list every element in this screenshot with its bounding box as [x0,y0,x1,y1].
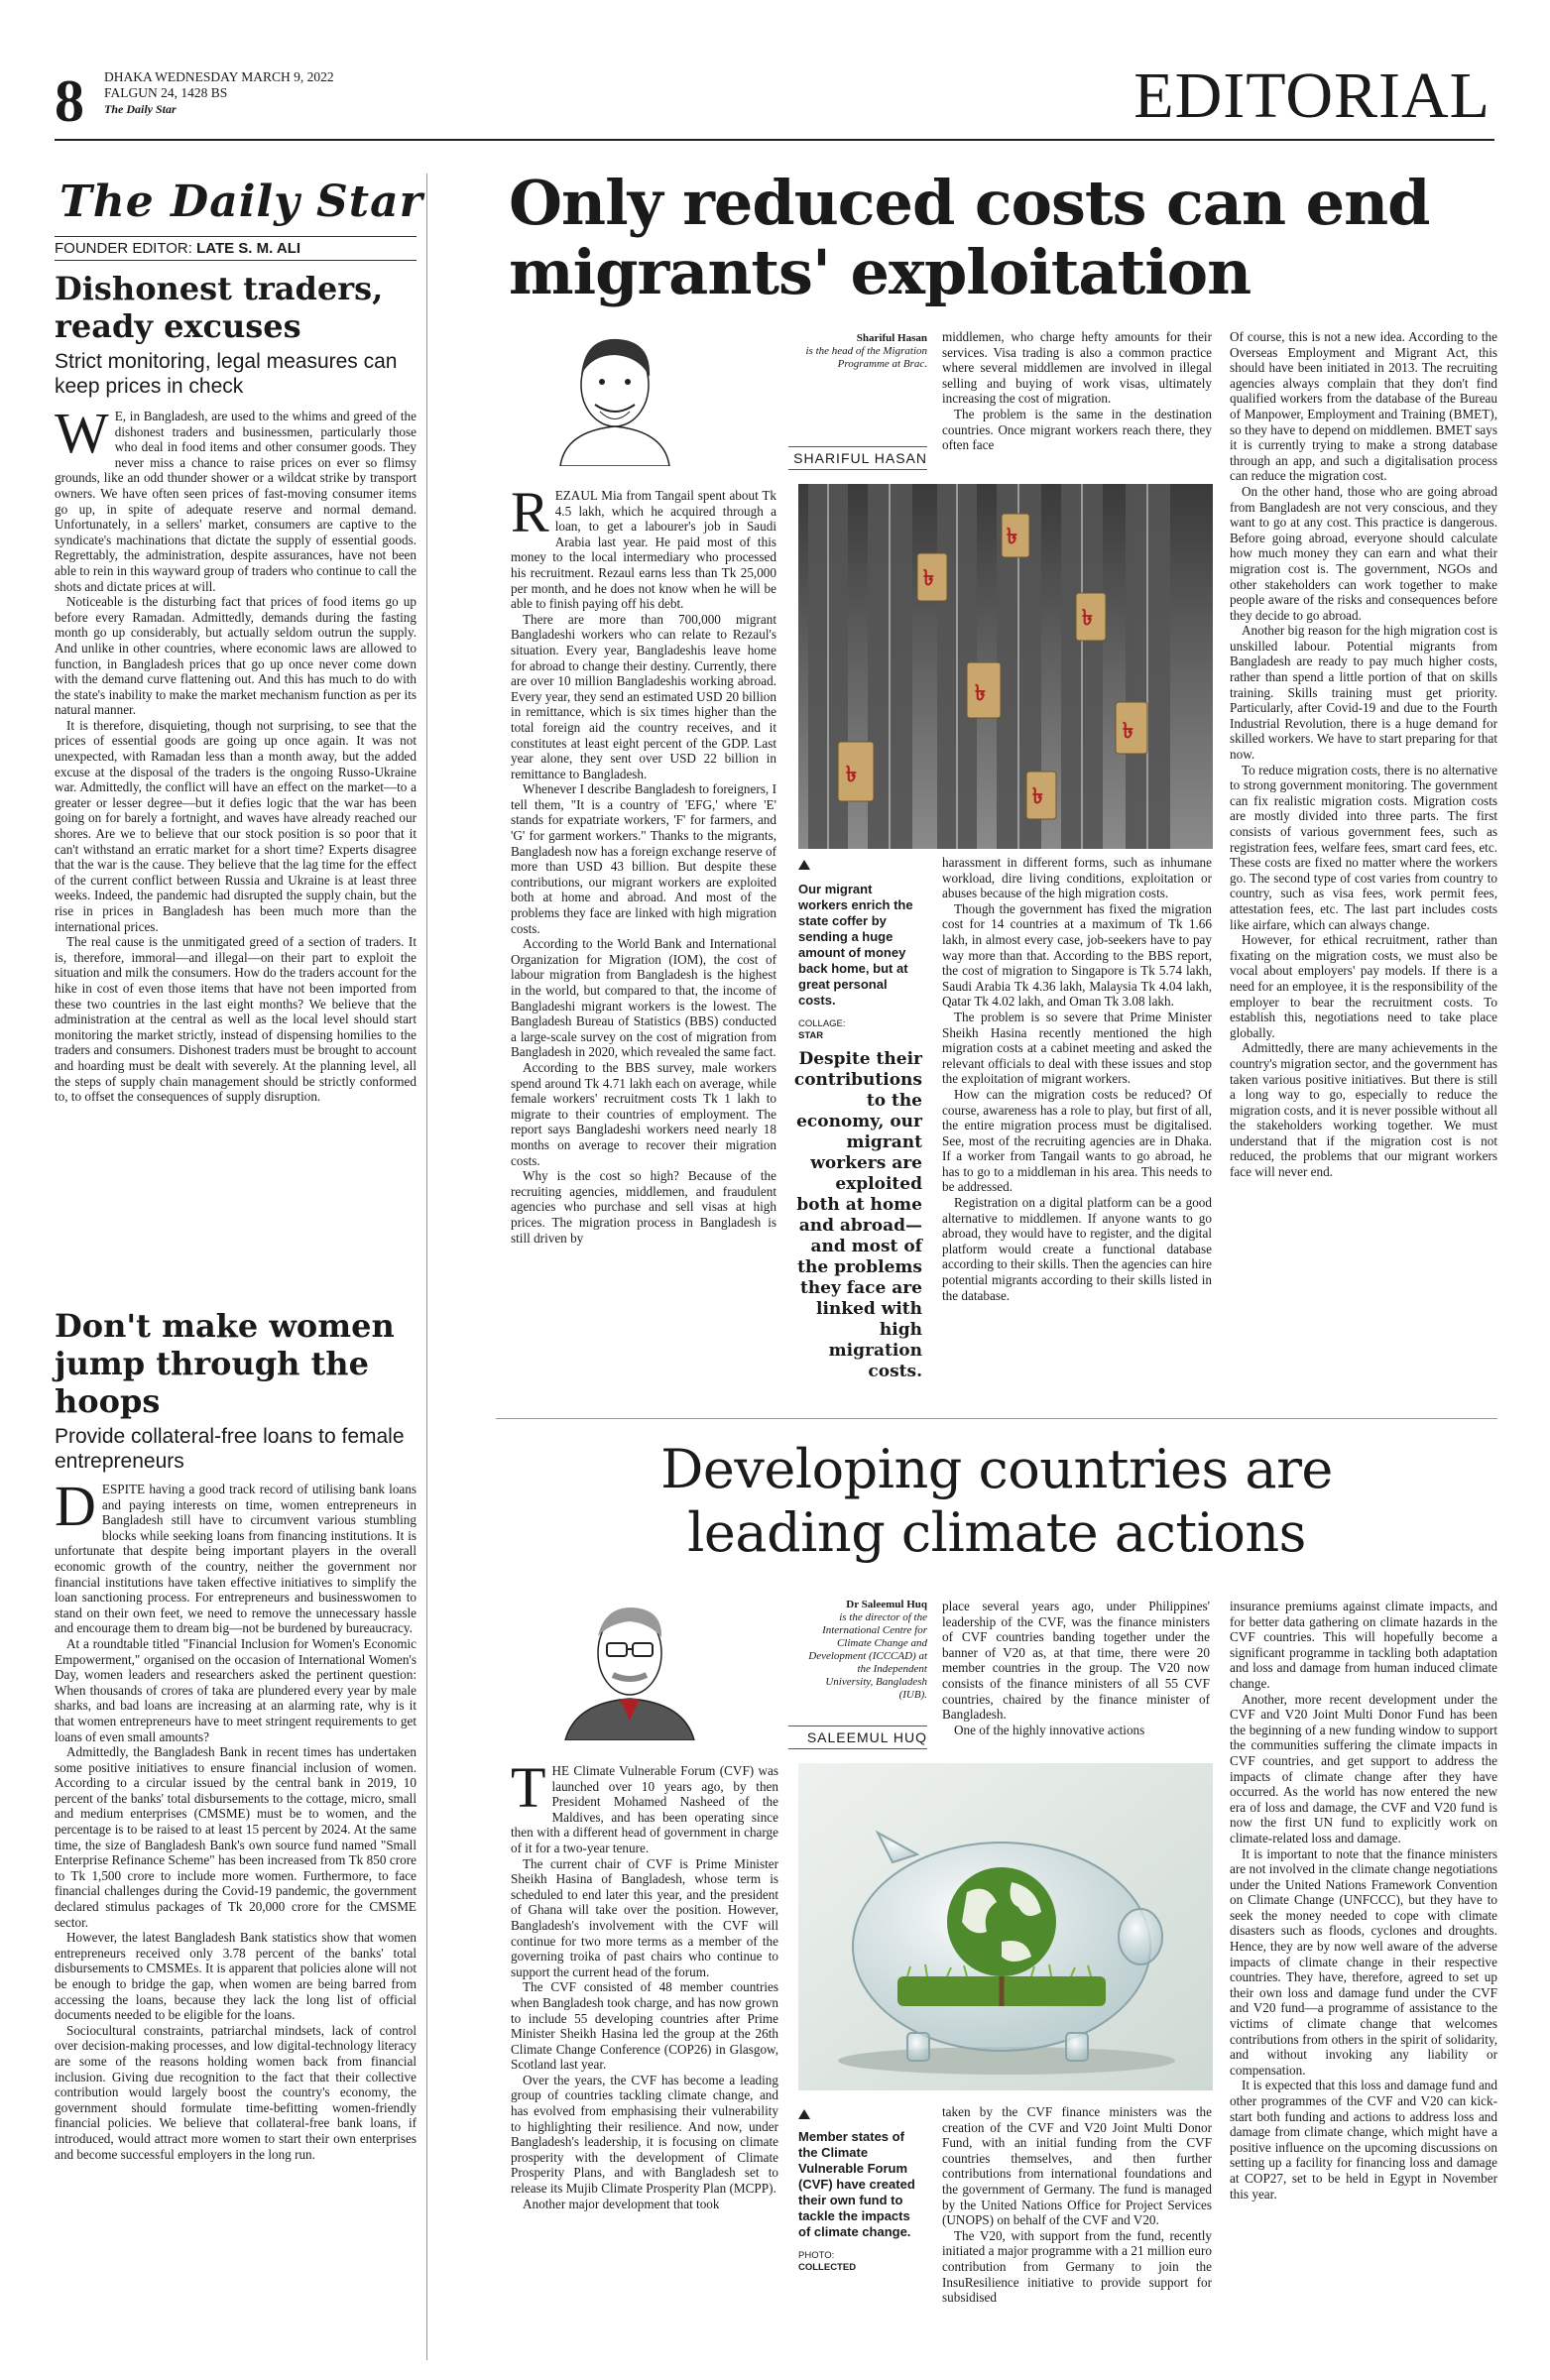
credit-name: STAR [798,1030,824,1041]
top-rule [55,139,1494,141]
migrant-photo [798,484,1213,849]
paragraph: At a roundtable titled "Financial Inclusion for Women's Economic Empowerment," organised on the occasion of International Women's Day, women leaders and researchers asked the pertinent question: When thousands of crores of taka are plundered every year by male sharks, and bad loans are increasing at an alarming rate, why is it that women entrepreneurs have to meet stringent requirements to get loans of even small amounts? [55,1635,417,1744]
paragraph: Another, more recent development under the CVF and V20 Joint Multi Donor Fund has been the beginning of a new funding window to support the communities suffering the climate impacts in CVF countries, and get support to address the impacts of climate change after they have occurred. As the world has now entered the new era of loss and damage, the CVF and V20 fund is now the first UN fund to explicitly work on climate-related loss and damage. [1230,1691,1497,1845]
founder-line [55,236,417,261]
author-bio-1 [793,332,927,371]
paragraph: Over the years, the CVF has become a leading group of countries tackling climate change, and has evolved from emphasising their vulnerability to highlighting their resilience. And now, under Bangladesh's leadership, it is focusing on climate prosperity with the development of Climate Prosperity Plans, and with Bangladesh set to release its Mujib Climate Prosperity Plan (MCPP). [511,2072,778,2197]
headline-line-2: leading climate actions [687,1501,1306,1564]
article-1-pull-quote: Despite their contributions to the economy, our migrant workers are exploited both at home and abroad—and most of the problems they face are linked with high migration costs. [793,1049,922,1381]
paragraph: It is expected that this loss and damage fund and other programmes of the CVF and V20 can kick-start both funding and actions to address loss and damage from climate change, which might have a positive influence on the upcoming discussions on setting up a facility for financing loss and damage at COP27, set to be held in Egypt in November this year. [1230,2078,1497,2202]
editorial-1-subhead: Strict monitoring, legal measures can keep prices in check [55,350,398,398]
editorial-1 [55,270,417,1105]
editorial-2 [55,1307,417,2162]
caption-triangle-icon [798,2109,810,2119]
paragraph: It is therefore, disquieting, though not surprising, to see that the prices of essential goods are going up once again. It was not unexpected, with Ramadan less than a month away, but the added excuse at the disposal of the traders is the ongoing Russo-Ukraine war. Admittedly, the conflict will have an effect on the market—to a greater or lesser degree—but it defies logic that the war has been going on for barely a fortnight, and waves have already reached our shores. Are we to believe that our stock position is so poor that it can't withstand an erratic market for a short time? Experts disagree that the war is the cause. They believe that the lag time for the effect of the current conflict between Russia and Ukraine is at least three weeks. Indeed, the pandemic had disrupted the supply chain, but the rise in prices in Bangladesh has been much more than the international prices. [55,717,417,934]
paragraph: EZAUL Mia from Tangail spent about Tk 4.5 lakh, which he acquired through a loan, to get a labourer's job in Saudi Arabia last year. He paid most of this money to the local intermediary who processed his recruitment. Rezaul earns less than Tk 25,000 per month, and he does not know when he will be able to finish paying off his debt. [511,488,776,612]
headline-line-1: Developing countries are [660,1438,1333,1500]
article-2-col-1 [511,1755,778,2211]
author-bio-text: is the director of the International Centre for Climate Change and Development (ICCCAD) at the Independent University, Bangladesh (IUB). [808,1611,927,1701]
founder-name: LATE S. M. ALI [196,240,301,257]
drop-cap: T [511,1755,546,1820]
svg-text:৳: ৳ [846,763,857,787]
paragraph: According to the World Bank and International Organization for Migration (IOM), the cost of labour migration from Bangladesh is the highest in the world, but compared to that, the income of Bangladeshi migrant workers is the lowest. The Bangladesh Bureau of Statistics (BBS) conducted a large-scale survey on the cost of migration from Bangladesh in 2020, which revealed the same fact. [511,936,776,1060]
article-2-credit [798,2250,917,2274]
article-1-col-3 [1230,329,1497,1180]
author-bio-2 [808,1599,927,1702]
founder-label: FOUNDER EDITOR: [55,240,197,257]
svg-text:৳: ৳ [1123,719,1133,744]
editorial-2-body [55,1474,417,2162]
caption-triangle-icon [798,860,810,870]
drop-cap: W [55,401,109,465]
drop-cap: R [511,480,549,544]
paragraph: Admittedly, the Bangladesh Bank in recent times has undertaken some positive initiatives to ensure financial inclusion of women. According to a circular issued by the central bank in 2019, 10 percent of the banks' total disbursements to the cottage, micro, small and medium enterprises (CMSME) must be to women, and the percentage is to be raised to at least 15 percent by 2024. At the same time, the size of Bangladesh Bank's own source fund named "Small Enterprise Refinance Scheme" has been increased from Tk 850 crore to Tk 1,500 crore to include more women. Furthermore, to face financial challenges during the Covid-19 pandemic, the government declared stimulus packages of Tk 20,000 crore for the CMSME sector. [55,1744,417,1930]
paragraph: The current chair of CVF is Prime Minister Sheikh Hasina of Bangladesh, whose term is scheduled to end later this year, and the president of Ghana will take over the position. However, Bangladesh's involvement with the CVF will continue for two more terms as a member of the governing troika of past chairs who continue to support the current head of the forum. [511,1855,778,1979]
article-1-col-1 [511,480,776,1246]
paragraph: The V20, with support from the fund, recently initiated a major programme with a 21 million euro contribution from Germany to join the InsuResilience initiative to provide support for subsidised [942,2227,1212,2306]
article-1-headline: Only reduced costs can end migrants' exploitation [509,167,1430,308]
paragraph: Why is the cost so high? Because of the recruiting agencies, middlemen, and fraudulent agencies who purchase and sell visas at high prices. The migration process in Bangladesh is still driven by [511,1168,776,1246]
paragraph: middlemen, who charge hefty amounts for their services. Visa trading is also a common practice where several middlemen are involved in illegal selling and buying of work visas, ultimately increasing the cost of migration. [942,329,1212,407]
date-block [104,69,334,117]
paragraph: HE Climate Vulnerable Forum (CVF) was launched over 10 years ago, by then President Mohamed Nasheed of the Maldives, and has been operating since then with a different head of government in charge of it for a two-year tenure. [511,1763,778,1855]
article-2-headline [496,1438,1497,1565]
drop-cap: D [55,1474,96,1538]
article-1-caption: Our migrant workers enrich the state coffer by sending a huge amount of money back home, but at great personal costs. [798,882,913,1008]
paragraph: One of the highly innovative actions [954,1722,1145,1737]
paragraph: It is important to note that the finance ministers are not involved in the climate change negotiations under the United Nations Framework Convention on Climate Change (UNFCCC), but they have to seek the money needed to cope with climate disasters such as floods, cyclones and droughts. Hence, they are by now well aware of the adverse impacts of climate change in their respective countries. They have, therefore, agreed to set up their own loss and damage fund under the CVF and V20 fund—a programme of assistance to the victims of climate change that welcomes contributions from others in the spirit of solidarity, and without invoking any liability or compensation. [1230,1845,1497,2078]
author-bio-name: Dr Saleemul Huq [846,1599,927,1610]
byline-saleemul: SALEEMUL HUQ [788,1726,927,1749]
paragraph: However, the latest Bangladesh Bank statistics show that women entrepreneurs received only 3.78 percent of the banks' total disbursements to CMSMEs. It is apparent that policies alone will not be enough to bridge the gap, when women are being barred from accessing the loans, because they lack the long list of official documents needed to be eligible for the loans. [55,1930,417,2023]
author-portrait-icon [555,1592,704,1740]
paragraph: However, for ethical recruitment, rather than fixating on the migration costs, we must also be vocal about employers' pay models. If there is a need for an employee, it is the responsibility of the employer to bear the recruitment costs. To establish this, negotiations need to take place globally. [1230,932,1497,1040]
paragraph: Of course, this is not a new idea. According to the Overseas Employment and Migrant Act, this should have been initiated in 2013. The recruiting agencies always complain that they don't find qualified workers from the database of the Bureau of Manpower, Employment and Training (BMET), so they have to depend on middlemen. BMET says it is currently trying to make a strong database through an app, and such a digitalisation process can reduce the migration cost. [1230,329,1497,484]
paragraph: insurance premiums against climate impacts, and for better data gathering on climate hazards in the CVF countries. This will hopefully become a significant programme in tackling both adaptation and loss and damage from human induced climate change. [1230,1599,1497,1691]
editorial-2-headline: Don't make women jump through the hoops [55,1307,395,1420]
daily-star-logo: The Daily Star [60,177,423,227]
paragraph: The real cause is the unmitigated greed of a section of traders. It is, therefore, immoral—and illegal—on their part to exploit the situation and milk the consumers. How do the traders account for the hike in cost of even those items that have not been imported from these two countries in the last eight months? We believe that the administration at the central as well as the local level should start monitoring the market strictly, instead of dispensing homilies to the traders and consumers. Dishonest traders must be brought to account and hoarding must be dealt with severely. At the planning level, all the steps of supply chain management should be strictly conformed to, to offset the consequences of supply disruption. [55,934,417,1105]
byline-shariful: SHARIFUL HASAN [788,446,927,470]
article-1-credit [798,1018,917,1042]
author-illustration-shariful [540,327,689,466]
paragraph: To reduce migration costs, there is no alternative to strong government monitoring. The government can fix realistic migration costs. Migration costs are mostly divided into three parts. The first consists of various government fees, such as registration fees, welfare fees, smart card fees, etc. These costs are fixed no matter where the workers go. The second type of cost varies from country to country, such as visa fees, work permit fees, attestation fees, etc. The last part includes costs like airfare, which can always change. [1230,762,1497,932]
paragraph: ESPITE having a good track record of utilising bank loans and paying interests on time, women entrepreneurs in Bangladesh still have to circumvent various stumbling blocks while seeking loans from financing institutions. It is unfortunate that despite being important players in the overall economic growth of the country, neither the government nor financial institutions have taken effective initiatives to simplify the loan sanctioning process. For entrepreneurs and businesswomen to stand on their own feet, we need to remove the unnecessary hassle and encourage them to dream big—not be burdened by bureaucracy. [55,1482,417,1636]
migrant-workers-tags-image [798,484,1213,849]
paragraph: On the other hand, those who are going abroad from Bangladesh are not very conscious, and they want to go at any cost. This practice is dangerous. Before going abroad, everyone should calculate how much money they can earn and what their migration cost is. The government, NGOs and other stakeholders can work together to make people aware of the risks and consequences before they decide to go abroad. [1230,483,1497,623]
brand-small: The Daily Star [104,102,177,116]
author-illustration-saleemul [555,1592,704,1740]
article-1-caption-block [798,855,917,1042]
paragraph: Another major development that took [523,2196,720,2211]
author-portrait-icon [540,327,689,466]
article-2-col-3 [1230,1599,1497,2202]
paragraph: According to the BBS survey, male workers spend around Tk 4.71 lakh each on average, while female workers' recruitment costs Tk 1 lakh to migrate to their countries of employment. The report says Bangladeshi workers need nearly 18 months on average to recover their migration costs. [511,1059,776,1168]
article-2-col-2-top [942,1599,1210,1737]
article-2-caption-block [798,2104,917,2274]
page-number: 8 [55,68,84,134]
paragraph: There are more than 700,000 migrant Bangladeshi workers who can relate to Rezaul's situation. Every year, Bangladeshis leave home for abroad to change their destiny. Currently, there are over 10 million Bangladeshis working abroad. Every year, they send an estimated USD 20 billion in remittance, which is six times higher than the total foreign aid the country receives, and it constitutes at least eight percent of the GDP. Last year alone, they sent over USD 22 billion in remittance to Bangladesh. [511,611,776,781]
article-2-caption: Member states of the Climate Vulnerable Forum (CVF) have created their own fund to tackle the impacts of climate change. [798,2129,915,2239]
paragraph: harassment in different forms, such as inhumane workload, dire living conditions, exploitation or abuses because of the high migration costs. [942,855,1212,901]
article-1-col-2-top [942,329,1212,453]
paragraph: Another big reason for the high migration cost is unskilled labour. Potential migrants from Bangladesh are ready to pay much higher costs, rather than spend a little portion of that on skills training. Skills training must get priority. Particularly, after Covid-19 and due to the Fourth Industrial Revolution, there is a huge demand for skilled workers. We have to start preparing for that now. [1230,623,1497,763]
paragraph: The CVF consisted of 48 member countries when Bangladesh took charge, and has now grown to include 55 developing countries after Prime Minister Sheikh Hasina led the group at the 26th Climate Change Conference (COP26) in Glasgow, Scotland last year. [511,1979,778,2073]
svg-text:৳: ৳ [975,681,986,706]
bangla-date: FALGUN 24, 1428 BS [104,85,228,100]
paragraph: The problem is so severe that Prime Minister Sheikh Hasina recently mentioned the high migration costs at a cabinet meeting and asked the relevant officials to deal with these issues and stop the exploitation of migrant workers. [942,1009,1212,1087]
article-divider [496,1418,1497,1419]
paragraph: Whenever I describe Bangladesh to foreigners, I tell them, "It is a country of 'EFG,' where 'E' stands for expatriate workers, 'F' for farmers, and 'G' for garment workers." Thanks to the migrants, Bangladesh now has a foreign exchange reserve of more than USD 43 billion. But despite these contributions, our migrant workers are exploited both at home and abroad. And most of the problems they face are linked with high migration costs. [511,781,776,936]
svg-text:৳: ৳ [1007,525,1017,549]
paragraph: Though the government has fixed the migration cost for 14 countries at a maximum of Tk 1.66 lakh, in almost every case, job-seekers have to pay way more than that. According to the BBS report, the cost of migration to Singapore is Tk 5.74 lakh, Saudi Arabia Tk 4.36 lakh, Malaysia Tk 4.04 lakh, Qatar Tk 4.02 lakh, and Oman Tk 3.08 lakh. [942,900,1212,1010]
credit-label: PHOTO: [798,2250,835,2261]
section-title: EDITORIAL [1133,60,1490,132]
author-bio-text: is the head of the Migration Programme at Brac. [805,345,927,370]
paragraph: place several years ago, under Philippines' leadership of the CVF, was the finance ministers of CVF countries banding together under the banner of V20 as, at that time, there were 20 member countries in the group. The V20 now consists of the finance ministers of all 55 CVF countries, chaired by the finance minister of Bangladesh. [942,1599,1210,1723]
date-line: DHAKA WEDNESDAY MARCH 9, 2022 [104,69,334,84]
paragraph: The problem is the same in the destination countries. Once migrant workers reach there, they often face [942,406,1212,453]
column-divider [426,174,427,2360]
paragraph: E, in Bangladesh, are used to the whims and greed of the dishonest traders and businessmen, particularly those who deal in food items and other consumer goods. They never miss a chance to raise prices on ever so flimsy grounds, like an odd thunder shower or a wildcat strike by transport owners. We have often seen prices of fast-moving consumer items go up, in spite of adequate reserve and normal demand. Unfortunately, in a sellers' market, consumers are captive to the syndicate's machinations that dictate the supply of essential goods. Regrettably, the administration, despite assurances, have not been able to rein in this wayward group of traders who continue to call the shots and dictate prices at will. [55,409,417,594]
editorial-2-subhead: Provide collateral-free loans to female entrepreneurs [55,1425,405,1473]
glass-piggy-bank-globe-image [798,1763,1213,2090]
piggy-bank-photo [798,1763,1213,2090]
paragraph: Noticeable is the disturbing fact that prices of food items go up before every Ramadan. Admittedly, demands during the fasting month go up considerably, but actually seldom outrun the supply. And unlike in other countries, where economic laws are allowed to function, in Bangladesh prices that go up once never come down with the demand curve flattening out. And this has much to do with the state's inability to make the market mechanism function as per its natural manner. [55,594,417,718]
editorial-1-body [55,401,417,1105]
credit-name: COLLECTED [798,2262,857,2273]
paragraph: taken by the CVF finance ministers was the creation of the CVF and V20 Joint Multi Donor Fund, with an initial funding from the CVF countries themselves, and then further contributions from international foundations and the government of Germany. The fund is managed by the United Nations Office for Project Services (UNOPS) on behalf of the CVF and V20. [942,2104,1212,2228]
article-2-col-2-bottom [942,2104,1212,2306]
paragraph: Admittedly, there are many achievements in the country's migration sector, and the government has taken various positive initiatives. But there is still a long way to go, especially to reduce the migration costs, and it is never possible without all the stakeholders working together. We must understand that if the migration cost is not reduced, the problems that our migrant workers face will never end. [1230,1040,1497,1180]
svg-text:৳: ৳ [1082,606,1093,631]
paragraph: Registration on a digital platform can be a good alternative to middlemen. If anyone wants to go abroad, they would have to register, and the digital platform would create a functional database according to their skills. Then the agencies can hire potential migrants according to their skills listed in the database. [942,1195,1212,1303]
paragraph: How can the migration costs be reduced? Of course, awareness has a role to play, but first of all, the entire migration process must be digitalised. See, most of the recruiting agencies are in Dhaka. If a worker from Tangail wants to go abroad, he has to go to a middleman in his area. This needs to be addressed. [942,1086,1212,1195]
article-1-col-2-bottom [942,855,1212,1303]
svg-text:৳: ৳ [1032,784,1043,809]
author-bio-name: Shariful Hasan [856,332,927,344]
svg-text:৳: ৳ [923,566,934,591]
editorial-1-headline: Dishonest traders, ready excuses [55,270,384,345]
paragraph: Sociocultural constraints, patriarchal mindsets, lack of control over decision-making processes, and low digital-technology literacy are some of the reasons holding women back from financial inclusion. Giving due recognition to the fact that their collective contribution would largely boost the country's economy, the government should formulate time-befitting women-friendly financial policies. We believe that collateral-free bank loans, if introduced, would attract more women to start their own enterprises and become successful employers in the long run. [55,2022,417,2162]
credit-label: COLLAGE: [798,1018,846,1029]
